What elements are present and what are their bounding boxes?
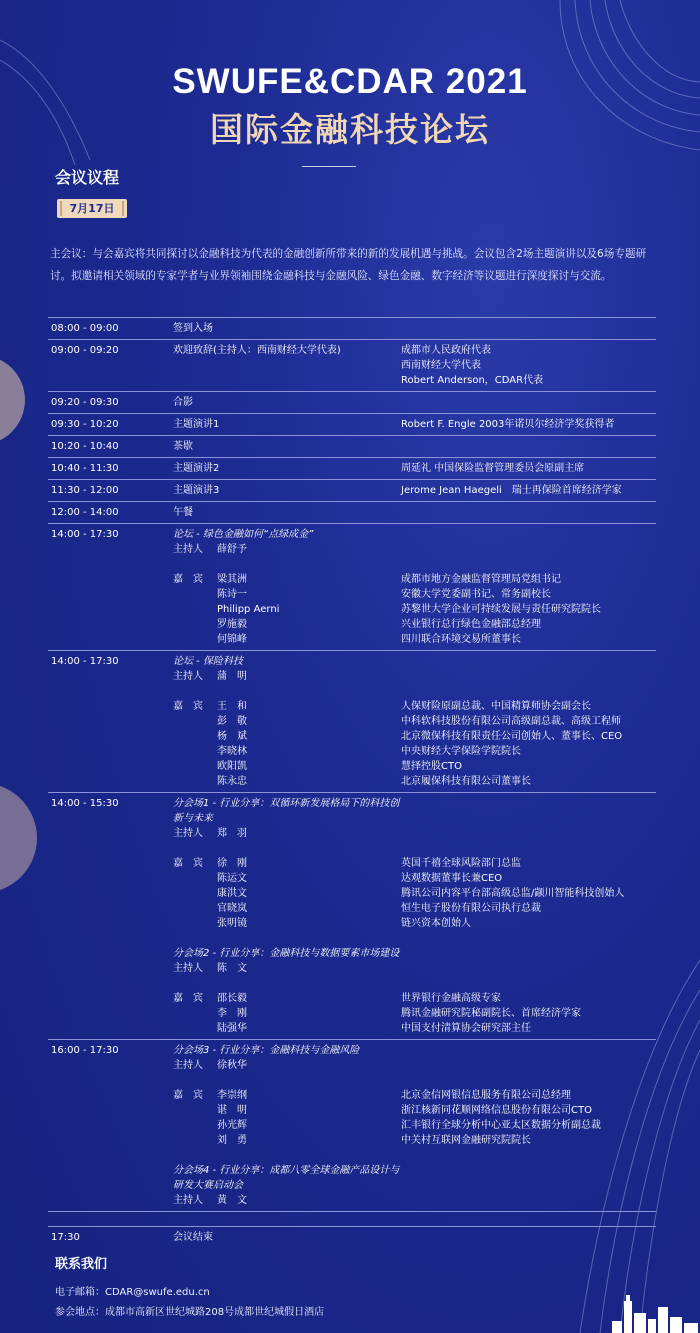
schedule-row bbox=[48, 413, 656, 435]
role-label: 主持人 bbox=[173, 1195, 203, 1206]
speaker-info: Robert F. Engle 2003年诺贝尔经济学奖获得者 bbox=[401, 419, 615, 430]
schedule-line bbox=[173, 1006, 656, 1021]
participant-name: 王 和 bbox=[217, 701, 247, 712]
speaker-info: 慧择控股CTO bbox=[401, 761, 462, 772]
participant-name: 薛舒予 bbox=[217, 544, 247, 555]
schedule-body bbox=[173, 654, 656, 789]
schedule-line bbox=[173, 856, 656, 871]
schedule-line bbox=[173, 1103, 656, 1118]
schedule-line bbox=[173, 358, 656, 373]
session-title: 分会场3 - 行业分享：金融科技与金融风险 bbox=[173, 1045, 360, 1056]
page-subtitle: 国际金融科技论坛 bbox=[210, 110, 490, 149]
schedule-line bbox=[173, 961, 656, 976]
participant-name: 李晓林 bbox=[217, 746, 247, 757]
schedule-line bbox=[173, 774, 656, 789]
participant-name: 孙光辉 bbox=[217, 1120, 247, 1131]
schedule-line bbox=[173, 587, 656, 602]
session-title: 分会场1 - 行业分享：双循环新发展格局下的科技创新与未来 bbox=[173, 798, 400, 824]
schedule-line bbox=[173, 632, 656, 647]
schedule-row bbox=[48, 523, 656, 650]
schedule-table bbox=[48, 317, 656, 1248]
role-label: 嘉 宾 bbox=[173, 701, 203, 712]
schedule-line bbox=[173, 1021, 656, 1036]
participant-name: 陈永忠 bbox=[217, 776, 247, 787]
participant bbox=[173, 714, 401, 729]
schedule-body bbox=[173, 1043, 656, 1223]
role-label: 主持人 bbox=[173, 828, 203, 839]
schedule-line bbox=[173, 796, 656, 826]
schedule-row bbox=[48, 339, 656, 391]
participant bbox=[173, 1118, 401, 1133]
title-divider bbox=[302, 166, 356, 167]
schedule-row bbox=[48, 792, 656, 1039]
participant-name: 杨 斌 bbox=[217, 731, 247, 742]
participant-name: 郑 羽 bbox=[217, 828, 247, 839]
schedule-line bbox=[173, 871, 656, 886]
speaker-info: 人保财险原副总裁、中国精算师协会副会长 bbox=[401, 701, 591, 712]
participant bbox=[173, 1193, 401, 1208]
schedule-line bbox=[173, 1193, 656, 1208]
schedule-time: 10:20 - 10:40 bbox=[51, 441, 119, 452]
agenda-item: 合影 bbox=[173, 397, 193, 408]
participant bbox=[173, 856, 401, 871]
speaker-info: 西南财经大学代表 bbox=[401, 360, 481, 371]
participant bbox=[173, 602, 401, 617]
schedule-time: 09:30 - 10:20 bbox=[51, 419, 119, 430]
participant-name: 李崇纲 bbox=[217, 1090, 247, 1101]
agenda-heading: 会议议程 bbox=[55, 168, 120, 187]
schedule-time: 14:00 - 17:30 bbox=[51, 656, 119, 667]
schedule-line bbox=[173, 417, 656, 432]
schedule-time: 08:00 - 09:00 bbox=[51, 323, 119, 334]
schedule-spacer bbox=[173, 684, 656, 699]
schedule-line bbox=[173, 826, 656, 841]
schedule-line bbox=[173, 946, 656, 961]
schedule-line bbox=[173, 1163, 656, 1193]
speaker-info: 汇丰银行全球分析中心亚太区数据分析副总裁 bbox=[401, 1120, 601, 1131]
speaker-info: 浙江核新同花顺网络信息股份有限公司CTO bbox=[401, 1105, 592, 1116]
skyline-icon bbox=[610, 1293, 700, 1333]
speaker-info: 四川联合环境交易所董事长 bbox=[401, 634, 521, 645]
schedule-time: 09:20 - 09:30 bbox=[51, 397, 119, 408]
schedule-line bbox=[173, 669, 656, 684]
agenda-item: 午餐 bbox=[173, 507, 193, 518]
schedule-spacer bbox=[173, 976, 656, 991]
role-label: 主持人 bbox=[173, 1060, 203, 1071]
participant bbox=[173, 1133, 401, 1148]
participant-name: 徐秋华 bbox=[217, 1060, 247, 1071]
participant bbox=[173, 961, 401, 976]
schedule-line bbox=[173, 1088, 656, 1103]
participant bbox=[173, 729, 401, 744]
schedule-time: 11:30 - 12:00 bbox=[51, 485, 119, 496]
decorative-orb-lower bbox=[0, 783, 37, 893]
participant bbox=[173, 1058, 401, 1073]
participant-name: 陆强华 bbox=[217, 1023, 247, 1034]
schedule-line bbox=[173, 527, 656, 542]
role-label: 嘉 宾 bbox=[173, 574, 203, 585]
participant-name: 梁其洲 bbox=[217, 574, 247, 585]
participant-name: 罗施毅 bbox=[217, 619, 247, 630]
schedule-body bbox=[173, 1230, 656, 1245]
schedule-line bbox=[173, 461, 656, 476]
participant bbox=[173, 699, 401, 714]
agenda-item: 主题演讲1 bbox=[173, 419, 220, 430]
speaker-info: 安徽大学党委副书记、常务副校长 bbox=[401, 589, 551, 600]
agenda-item: 主题演讲2 bbox=[173, 463, 220, 474]
participant-name: 陈诗一 bbox=[217, 589, 247, 600]
schedule-line bbox=[173, 759, 656, 774]
schedule-row bbox=[48, 479, 656, 501]
schedule-time: 14:00 - 17:30 bbox=[51, 529, 119, 540]
schedule-line bbox=[173, 991, 656, 1006]
schedule-spacer bbox=[173, 1148, 656, 1163]
schedule-row bbox=[48, 501, 656, 523]
speaker-info: 北京履保科技有限公司董事长 bbox=[401, 776, 531, 787]
schedule-line bbox=[173, 1058, 656, 1073]
schedule-spacer bbox=[173, 557, 656, 572]
schedule-body bbox=[173, 483, 656, 498]
schedule-line bbox=[173, 901, 656, 916]
schedule-row bbox=[48, 391, 656, 413]
participant bbox=[173, 774, 401, 789]
contact-email: 电子邮箱：CDAR@swufe.edu.cn bbox=[55, 1287, 210, 1298]
schedule-line bbox=[173, 343, 656, 358]
participant-name: Philipp Aerni bbox=[217, 604, 280, 615]
schedule-time: 16:00 - 17:30 bbox=[51, 1045, 119, 1056]
schedule-row bbox=[48, 650, 656, 792]
participant-name: 康洪文 bbox=[217, 888, 247, 899]
schedule-line bbox=[173, 1133, 656, 1148]
contact-address: 参会地点：成都市高新区世纪城路208号成都世纪城假日酒店 bbox=[55, 1307, 325, 1318]
schedule-line bbox=[173, 1118, 656, 1133]
participant bbox=[173, 1006, 401, 1021]
participant bbox=[173, 669, 401, 684]
participant bbox=[173, 991, 401, 1006]
intro-paragraph: 主会议：与会嘉宾将共同探讨以金融科技为代表的金融创新所带来的新的发展机遇与挑战。会议包含2场主题演讲以及6场专题研讨。拟邀请相关领域的专家学者与业界领袖围绕金融科技与金融风险、绿色金融、数字经济等议题进行深度探讨与交流。 bbox=[50, 248, 647, 282]
participant-name: 陈运文 bbox=[217, 873, 247, 884]
schedule-body bbox=[173, 417, 656, 432]
schedule-line bbox=[173, 744, 656, 759]
participant bbox=[173, 901, 401, 916]
role-label: 主持人 bbox=[173, 963, 203, 974]
participant-name: 何锦峰 bbox=[217, 634, 247, 645]
schedule-line bbox=[173, 602, 656, 617]
schedule-line bbox=[173, 916, 656, 931]
schedule-time: 12:00 - 14:00 bbox=[51, 507, 119, 518]
speaker-info: 中科软科技股份有限公司高级副总裁、高级工程师 bbox=[401, 716, 621, 727]
agenda-item: 茶歇 bbox=[173, 441, 193, 452]
schedule-spacer bbox=[173, 841, 656, 856]
schedule-line bbox=[173, 714, 656, 729]
schedule-body bbox=[173, 395, 656, 410]
speaker-info: 苏黎世大学企业可持续发展与责任研究院院长 bbox=[401, 604, 601, 615]
schedule-row bbox=[48, 317, 656, 339]
agenda-item: 主题演讲3 bbox=[173, 485, 220, 496]
schedule-line bbox=[173, 542, 656, 557]
speaker-info: 英国千禧全球风险部门总监 bbox=[401, 858, 521, 869]
schedule-line bbox=[173, 321, 656, 336]
schedule-time: 14:00 - 15:30 bbox=[51, 798, 119, 809]
schedule-body bbox=[173, 505, 656, 520]
speaker-info: 世界银行金融高级专家 bbox=[401, 993, 501, 1004]
schedule-body bbox=[173, 527, 656, 647]
schedule-body bbox=[173, 439, 656, 454]
speaker-info: 成都市人民政府代表 bbox=[401, 345, 491, 356]
contact-heading: 联系我们 bbox=[55, 1257, 108, 1272]
participant bbox=[173, 916, 401, 931]
speaker-info: 兴业银行总行绿色金融部总经理 bbox=[401, 619, 541, 630]
participant bbox=[173, 1088, 401, 1103]
participant bbox=[173, 617, 401, 632]
role-label: 嘉 宾 bbox=[173, 858, 203, 869]
speaker-info: 达观数据董事长兼CEO bbox=[401, 873, 503, 884]
speaker-info: 腾讯金融研究院秘副院长、首席经济学家 bbox=[401, 1008, 581, 1019]
schedule-row bbox=[48, 1039, 656, 1226]
participant bbox=[173, 542, 401, 557]
schedule-line bbox=[173, 505, 656, 520]
agenda-item: 欢迎致辞(主持人：西南财经大学代表) bbox=[173, 345, 341, 356]
schedule-line bbox=[173, 1230, 656, 1245]
schedule-body bbox=[173, 321, 656, 336]
participant-name: 官晓岚 bbox=[217, 903, 247, 914]
speaker-info: 周延礼 中国保险监督管理委员会原副主席 bbox=[401, 463, 585, 474]
schedule-line bbox=[173, 886, 656, 901]
role-label: 嘉 宾 bbox=[173, 993, 203, 1004]
schedule-line bbox=[173, 483, 656, 498]
session-title: 论坛 - 绿色金融如何“点绿成金” bbox=[173, 529, 314, 540]
role-label: 主持人 bbox=[173, 544, 203, 555]
schedule-row bbox=[48, 435, 656, 457]
participant bbox=[173, 572, 401, 587]
schedule-spacer bbox=[173, 1073, 656, 1088]
participant bbox=[173, 826, 401, 841]
speaker-info: Robert Anderson，CDAR代表 bbox=[401, 375, 544, 386]
participant bbox=[173, 759, 401, 774]
schedule-line bbox=[173, 699, 656, 714]
schedule-time: 10:40 - 11:30 bbox=[51, 463, 119, 474]
participant bbox=[173, 886, 401, 901]
participant-name: 李 刚 bbox=[217, 1008, 247, 1019]
participant-name: 黄 文 bbox=[217, 1195, 247, 1206]
participant-name: 欧阳凯 bbox=[217, 761, 247, 772]
schedule-line bbox=[173, 373, 656, 388]
schedule-time: 17:30 bbox=[51, 1232, 80, 1243]
role-label: 嘉 宾 bbox=[173, 1090, 203, 1101]
agenda-item: 会议结束 bbox=[173, 1232, 213, 1243]
role-label: 主持人 bbox=[173, 671, 203, 682]
speaker-info: Jerome Jean Haegeli 瑞士再保险首席经济学家 bbox=[401, 485, 622, 496]
schedule-line bbox=[173, 572, 656, 587]
session-title: 分会场4 - 行业分享：成都八零全球金融产品设计与研发大赛启动会 bbox=[173, 1165, 400, 1191]
participant bbox=[173, 1103, 401, 1118]
participant-name: 彭 敬 bbox=[217, 716, 247, 727]
participant-name: 陈 文 bbox=[217, 963, 247, 974]
participant bbox=[173, 587, 401, 602]
page-title: SWUFE&CDAR 2021 bbox=[172, 62, 528, 101]
schedule-spacer bbox=[173, 931, 656, 946]
speaker-info: 成都市地方金融监督管理局党组书记 bbox=[401, 574, 561, 585]
schedule-line bbox=[173, 1043, 656, 1058]
schedule-line bbox=[173, 617, 656, 632]
date-tag: 7月17日 bbox=[57, 199, 127, 218]
decorative-orb-upper bbox=[0, 355, 25, 445]
schedule-line bbox=[173, 654, 656, 669]
participant bbox=[173, 632, 401, 647]
agenda-item: 签到入场 bbox=[173, 323, 213, 334]
speaker-info: 北京金信网银信息服务有限公司总经理 bbox=[401, 1090, 571, 1101]
participant bbox=[173, 871, 401, 886]
schedule-line bbox=[173, 729, 656, 744]
session-title: 分会场2 - 行业分享：金融科技与数据要素市场建设 bbox=[173, 948, 400, 959]
speaker-info: 链兴资本创始人 bbox=[401, 918, 471, 929]
schedule-line bbox=[173, 439, 656, 454]
participant-name: 谌 明 bbox=[217, 1105, 247, 1116]
speaker-info: 中关村互联网金融研究院院长 bbox=[401, 1135, 531, 1146]
speaker-info: 北京微保科技有限责任公司创始人、董事长、CEO bbox=[401, 731, 623, 742]
participant-name: 蒲 明 bbox=[217, 671, 247, 682]
speaker-info: 恒生电子股份有限公司执行总裁 bbox=[401, 903, 541, 914]
speaker-info: 腾讯公司内容平台部高级总监/颛川智能科技创始人 bbox=[401, 888, 625, 899]
speaker-info: 中国支付清算协会研究部主任 bbox=[401, 1023, 531, 1034]
schedule-bottom-divider bbox=[48, 1211, 656, 1212]
speaker-info: 中央财经大学保险学院院长 bbox=[401, 746, 521, 757]
schedule-row bbox=[48, 1226, 656, 1248]
participant bbox=[173, 744, 401, 759]
participant bbox=[173, 1021, 401, 1036]
participant-name: 张明镜 bbox=[217, 918, 247, 929]
schedule-time: 09:00 - 09:20 bbox=[51, 345, 119, 356]
participant-name: 刘 勇 bbox=[217, 1135, 247, 1146]
schedule-row bbox=[48, 457, 656, 479]
participant-name: 徐 刚 bbox=[217, 858, 247, 869]
schedule-body bbox=[173, 796, 656, 1036]
schedule-body bbox=[173, 343, 656, 388]
session-title: 论坛 - 保险科技 bbox=[173, 656, 243, 667]
schedule-line bbox=[173, 395, 656, 410]
schedule-body bbox=[173, 461, 656, 476]
participant-name: 邵长毅 bbox=[217, 993, 247, 1004]
